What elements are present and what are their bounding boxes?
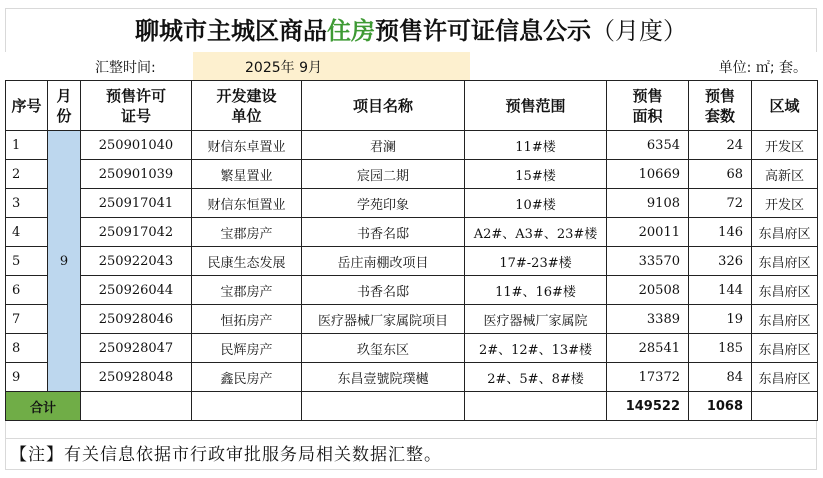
row-area: 9108 — [607, 189, 689, 218]
table-row — [6, 334, 818, 363]
row-district: 东昌府区 — [752, 218, 818, 247]
compile-date: 2025年 9月 — [245, 60, 322, 76]
row-project: 岳庄南棚改项目 — [302, 247, 465, 276]
title-suffix: （月度） — [591, 17, 687, 45]
row-district: 高新区 — [752, 160, 818, 189]
row-no: 8 — [6, 334, 48, 363]
total-cell — [192, 392, 302, 421]
title-text: 聊城市主城区商品 — [135, 17, 327, 45]
permit-table — [5, 80, 818, 421]
row-scope: 10#楼 — [465, 189, 607, 218]
row-developer: 恒拓房产 — [192, 305, 302, 334]
row-scope: 医疗器械厂家属院 — [465, 305, 607, 334]
row-area: 6354 — [607, 131, 689, 160]
total-cell — [752, 392, 818, 421]
row-developer: 财信东恒置业 — [192, 189, 302, 218]
table-row — [6, 247, 818, 276]
row-units: 185 — [689, 334, 752, 363]
title-highlight: 住房 — [327, 17, 375, 45]
header-developer: 开发建设 单位 — [192, 81, 302, 131]
row-district: 东昌府区 — [752, 247, 818, 276]
header-month: 月 份 — [48, 81, 81, 131]
row-permit: 250928046 — [81, 305, 192, 334]
row-no: 3 — [6, 189, 48, 218]
row-no: 2 — [6, 160, 48, 189]
table-row — [6, 305, 818, 334]
unit-label: 单位: ㎡; 套。 — [718, 60, 807, 76]
total-cell — [81, 392, 192, 421]
row-permit: 250926044 — [81, 276, 192, 305]
spacer-row — [5, 421, 817, 438]
compile-time-label: 汇整时间: — [95, 60, 156, 76]
row-scope: 11#楼 — [465, 131, 607, 160]
total-cell — [465, 392, 607, 421]
row-permit: 250922043 — [81, 247, 192, 276]
row-permit: 250928048 — [81, 363, 192, 392]
row-district: 东昌府区 — [752, 363, 818, 392]
row-permit: 250928047 — [81, 334, 192, 363]
row-developer: 民康生态发展 — [192, 247, 302, 276]
header-district: 区域 — [752, 81, 818, 131]
row-project: 君澜 — [302, 131, 465, 160]
row-project: 书香名邸 — [302, 276, 465, 305]
row-project: 书香名邸 — [302, 218, 465, 247]
row-scope: 11#、16#楼 — [465, 276, 607, 305]
row-scope: A2#、A3#、23#楼 — [465, 218, 607, 247]
header-permit: 预售许可 证号 — [81, 81, 192, 131]
row-area: 28541 — [607, 334, 689, 363]
row-developer: 民辉房产 — [192, 334, 302, 363]
row-units: 68 — [689, 160, 752, 189]
total-units: 1068 — [689, 392, 752, 421]
total-label: 合计 — [6, 392, 81, 421]
table-row — [6, 189, 818, 218]
row-area: 10669 — [607, 160, 689, 189]
row-district: 东昌府区 — [752, 305, 818, 334]
title-text-2: 预售许可证信息公示 — [375, 17, 591, 45]
row-district: 东昌府区 — [752, 334, 818, 363]
table-row — [6, 276, 818, 305]
total-row — [6, 392, 818, 421]
header-scope: 预售范围 — [465, 81, 607, 131]
header-no: 序号 — [6, 81, 48, 131]
row-no: 5 — [6, 247, 48, 276]
row-units: 24 — [689, 131, 752, 160]
row-scope: 2#、12#、13#楼 — [465, 334, 607, 363]
row-area: 17372 — [607, 363, 689, 392]
meta-row — [5, 52, 817, 80]
header-row — [6, 81, 818, 131]
row-units: 144 — [689, 276, 752, 305]
row-units: 326 — [689, 247, 752, 276]
row-developer: 鑫民房产 — [192, 363, 302, 392]
row-permit: 250901039 — [81, 160, 192, 189]
row-permit: 250917042 — [81, 218, 192, 247]
row-no: 9 — [6, 363, 48, 392]
row-project: 学苑印象 — [302, 189, 465, 218]
row-permit: 250917041 — [81, 189, 192, 218]
row-project: 玖玺东区 — [302, 334, 465, 363]
table-row — [6, 218, 818, 247]
row-project: 宸园二期 — [302, 160, 465, 189]
footnote: 【注】有关信息依据市行政审批服务局相关数据汇整。 — [5, 438, 817, 470]
row-developer: 繁星置业 — [192, 160, 302, 189]
header-project: 项目名称 — [302, 81, 465, 131]
table-row — [6, 131, 818, 160]
row-area: 20011 — [607, 218, 689, 247]
page-title — [5, 8, 817, 52]
month-cell: 9 — [48, 131, 81, 392]
row-area: 20508 — [607, 276, 689, 305]
total-area: 149522 — [607, 392, 689, 421]
row-district: 东昌府区 — [752, 276, 818, 305]
row-units: 72 — [689, 189, 752, 218]
row-no: 7 — [6, 305, 48, 334]
row-units: 146 — [689, 218, 752, 247]
row-scope: 17#-23#楼 — [465, 247, 607, 276]
row-project: 东昌壹號院璞樾 — [302, 363, 465, 392]
total-cell — [302, 392, 465, 421]
row-units: 84 — [689, 363, 752, 392]
header-area: 预售 面积 — [607, 81, 689, 131]
date-cell[interactable] — [193, 52, 470, 80]
row-scope: 15#楼 — [465, 160, 607, 189]
row-developer: 宝郡房产 — [192, 276, 302, 305]
table-row — [6, 363, 818, 392]
row-scope: 2#、5#、8#楼 — [465, 363, 607, 392]
row-developer: 财信东卓置业 — [192, 131, 302, 160]
row-no: 1 — [6, 131, 48, 160]
header-units: 预售 套数 — [689, 81, 752, 131]
row-district: 开发区 — [752, 189, 818, 218]
row-district: 开发区 — [752, 131, 818, 160]
row-units: 19 — [689, 305, 752, 334]
table-row — [6, 160, 818, 189]
row-no: 6 — [6, 276, 48, 305]
row-area: 33570 — [607, 247, 689, 276]
row-permit: 250901040 — [81, 131, 192, 160]
row-project: 医疗器械厂家属院项目 — [302, 305, 465, 334]
row-area: 3389 — [607, 305, 689, 334]
row-developer: 宝郡房产 — [192, 218, 302, 247]
row-no: 4 — [6, 218, 48, 247]
